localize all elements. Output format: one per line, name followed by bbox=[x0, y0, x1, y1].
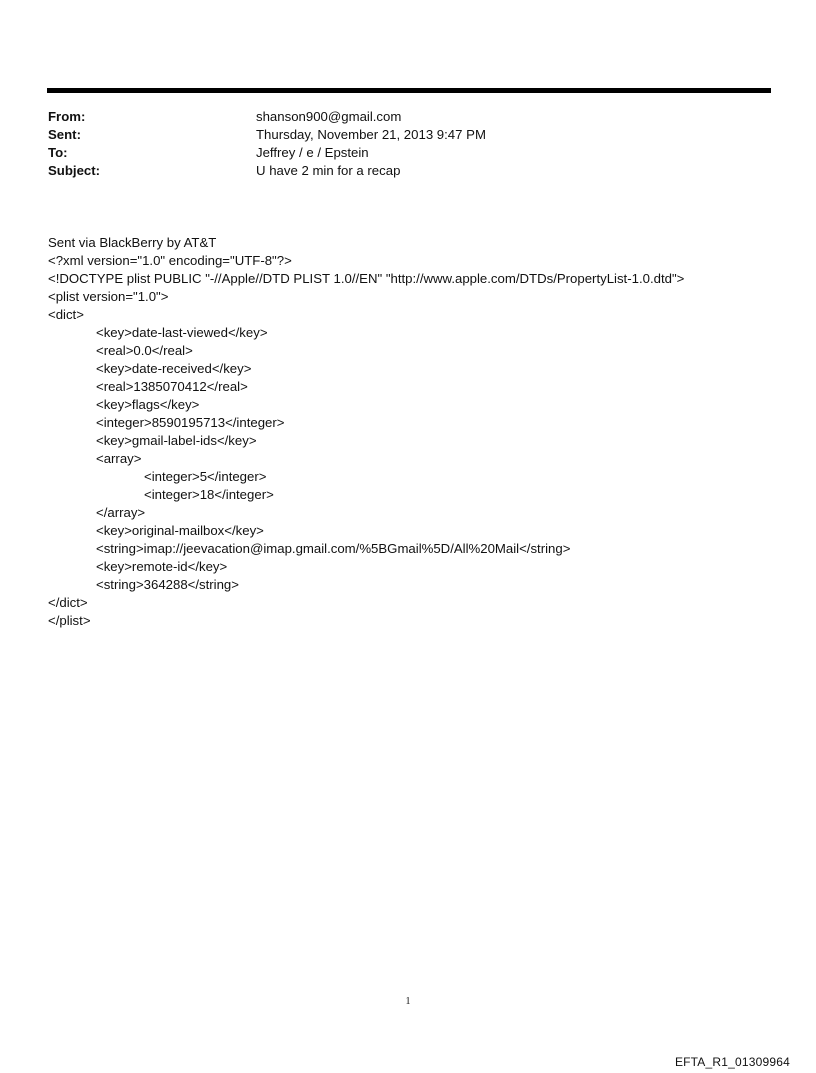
doctype-line: <!DOCTYPE plist PUBLIC "-//Apple//DTD PLIST 1.0//EN" "http://www.apple.com/DTDs/PropertyList-1.0.dtd"> bbox=[48, 271, 685, 286]
code-line: <key>date-last-viewed</key> bbox=[96, 325, 268, 340]
subject-value: U have 2 min for a recap bbox=[256, 163, 401, 178]
signature-line: Sent via BlackBerry by AT&T bbox=[48, 235, 217, 250]
from-row bbox=[48, 108, 748, 126]
code-line: <key>remote-id</key> bbox=[96, 559, 228, 574]
sent-label: Sent: bbox=[48, 127, 81, 142]
code-line: <integer>5</integer> bbox=[144, 469, 267, 484]
code-line: <key>original-mailbox</key> bbox=[96, 523, 264, 538]
code-line: <key>flags</key> bbox=[96, 397, 200, 412]
page-number: 1 bbox=[405, 996, 411, 1007]
to-value: Jeffrey / e / Epstein bbox=[256, 145, 369, 160]
sent-value: Thursday, November 21, 2013 9:47 PM bbox=[256, 127, 486, 142]
xml-declaration-line: <?xml version="1.0" encoding="UTF-8"?> bbox=[48, 253, 292, 268]
plist-open-line: <plist version="1.0"> bbox=[48, 289, 169, 304]
subject-label: Subject: bbox=[48, 163, 101, 178]
bates-number: EFTA_R1_01309964 bbox=[674, 1055, 790, 1069]
code-line: <real>0.0</real> bbox=[96, 343, 193, 358]
to-row bbox=[48, 144, 748, 162]
from-value: shanson900@gmail.com bbox=[256, 109, 402, 124]
code-line: </array> bbox=[96, 505, 146, 520]
dict-close-line: </dict> bbox=[48, 595, 88, 610]
code-line: <array> bbox=[96, 451, 142, 466]
sent-row bbox=[48, 126, 748, 144]
subject-row bbox=[48, 162, 748, 180]
email-body bbox=[48, 234, 788, 630]
code-line: <key>date-received</key> bbox=[96, 361, 252, 376]
code-line: <string>imap://jeevacation@imap.gmail.com/%5BGmail%5D/All%20Mail</string> bbox=[96, 541, 571, 556]
dict-open-line: <dict> bbox=[48, 307, 84, 322]
code-line: <key>gmail-label-ids</key> bbox=[96, 433, 257, 448]
code-line: <string>364288</string> bbox=[96, 577, 239, 592]
plist-close-line: </plist> bbox=[48, 613, 91, 628]
code-line: <real>1385070412</real> bbox=[96, 379, 248, 394]
email-header bbox=[48, 108, 748, 180]
to-label: To: bbox=[48, 145, 68, 160]
header-rule bbox=[47, 88, 771, 93]
code-line: <integer>8590195713</integer> bbox=[96, 415, 285, 430]
from-label: From: bbox=[48, 109, 86, 124]
code-line: <integer>18</integer> bbox=[144, 487, 274, 502]
